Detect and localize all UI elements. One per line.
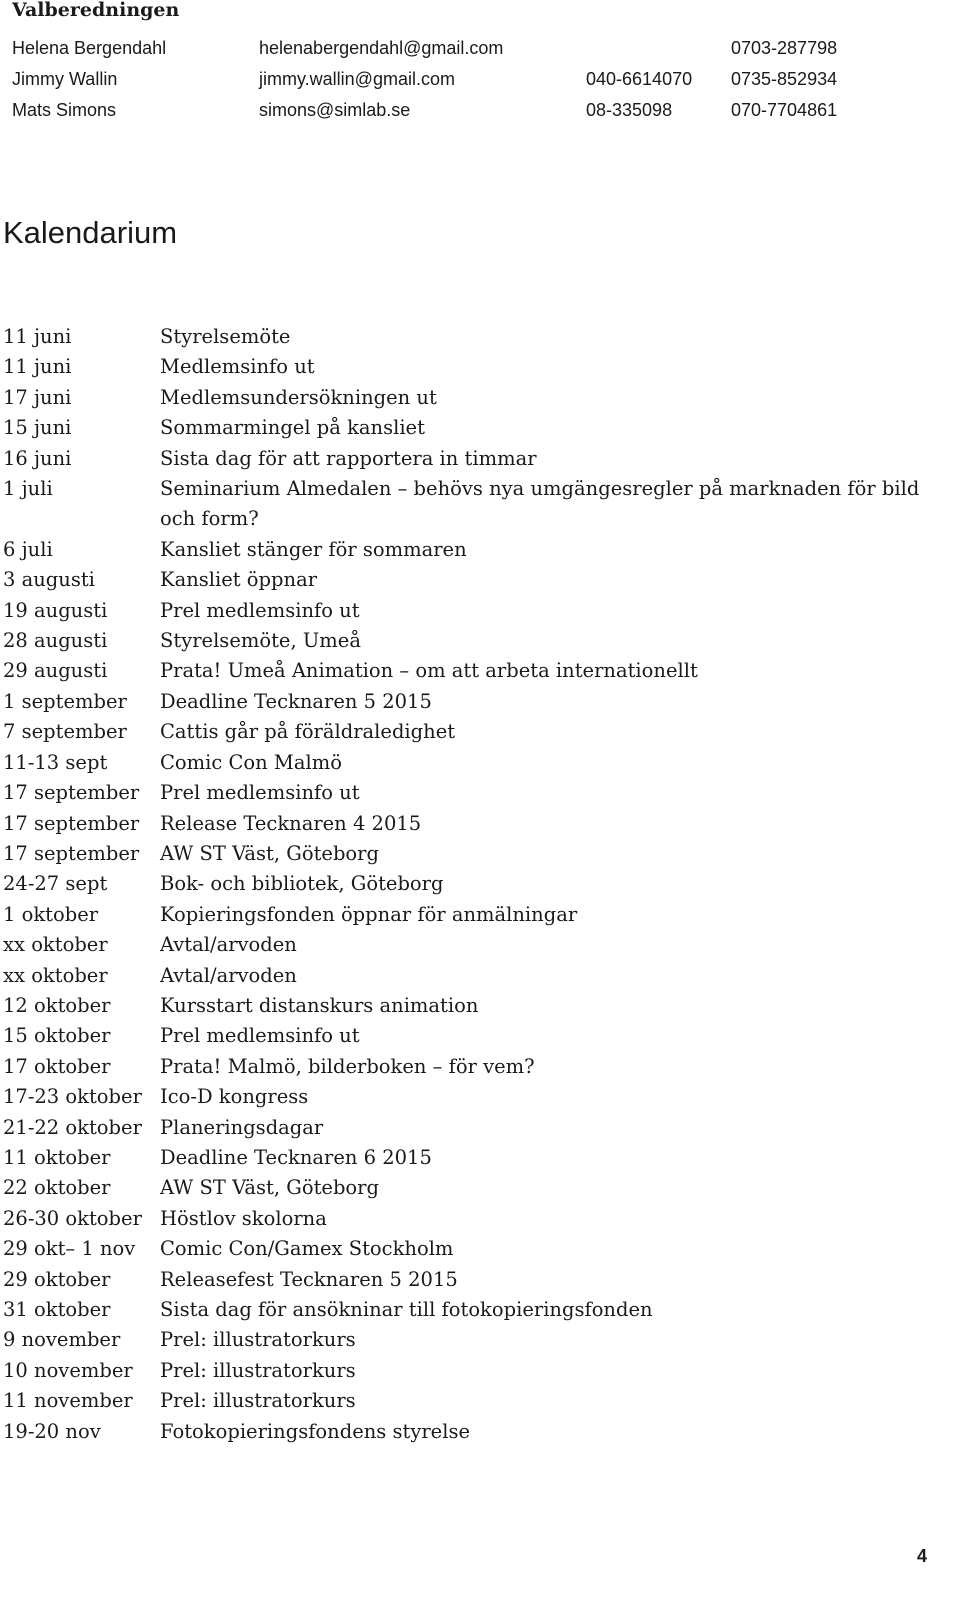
event-description: Deadline Tecknaren 5 2015	[160, 689, 432, 713]
event-description: Kansliet öppnar	[160, 568, 318, 592]
contact-row	[12, 98, 872, 129]
event-row	[3, 444, 923, 474]
event-row	[3, 1417, 923, 1447]
event-date: 22 oktober	[3, 1176, 111, 1200]
event-description: Sommarmingel på kansliet	[160, 416, 425, 440]
event-description: Bok- och bibliotek, Göteborg	[160, 872, 444, 896]
contact-name: Jimmy Wallin	[12, 69, 118, 89]
event-row	[3, 1082, 923, 1112]
event-date: 9 november	[3, 1328, 121, 1352]
event-row	[3, 1052, 923, 1082]
event-description: Prel: illustratorkurs	[160, 1358, 356, 1382]
event-date: 11 november	[3, 1389, 133, 1413]
event-description: Sista dag för att rapportera in timmar	[160, 446, 537, 470]
event-row	[3, 748, 923, 778]
event-date: 29 okt– 1 nov	[3, 1237, 136, 1261]
event-date: 1 oktober	[3, 902, 99, 926]
event-date: 6 juli	[3, 537, 53, 561]
event-row	[3, 1295, 923, 1325]
event-row	[3, 626, 923, 656]
event-description: Avtal/arvoden	[160, 933, 297, 957]
event-date: 15 juni	[3, 416, 72, 440]
event-row	[3, 1021, 923, 1051]
event-description: Medlemsinfo ut	[160, 355, 315, 379]
contact-email: simons@simlab.se	[259, 100, 411, 120]
event-description: Prel: illustratorkurs	[160, 1328, 356, 1352]
event-description: Planeringsdagar	[160, 1115, 324, 1139]
event-description: Prata! Umeå Animation – om att arbeta internationellt	[160, 659, 698, 683]
event-row	[3, 383, 923, 413]
event-description: Avtal/arvoden	[160, 963, 297, 987]
event-date: xx oktober	[3, 963, 108, 987]
contact-mobile: 0735-852934	[731, 69, 838, 89]
event-date: 29 augusti	[3, 659, 108, 683]
event-row	[3, 1204, 923, 1234]
contact-mobile: 0703-287798	[731, 38, 838, 58]
event-row	[3, 596, 923, 626]
event-row	[3, 1325, 923, 1355]
event-row	[3, 717, 923, 747]
event-row	[3, 961, 923, 991]
event-row	[3, 1143, 923, 1173]
event-date: 1 september	[3, 689, 127, 713]
event-date: 7 september	[3, 720, 127, 744]
contact-name: Helena Bergendahl	[12, 38, 167, 58]
event-date: 12 oktober	[3, 993, 111, 1017]
event-description: Prel: illustratorkurs	[160, 1389, 356, 1413]
contact-email: jimmy.wallin@gmail.com	[259, 69, 455, 89]
event-description: Medlemsundersökningen ut	[160, 385, 437, 409]
contact-phone: 08-335098	[586, 100, 673, 120]
event-date: 19 augusti	[3, 598, 108, 622]
event-description: Fotokopieringsfondens styrelse	[160, 1419, 471, 1443]
event-date: 17 oktober	[3, 1054, 111, 1078]
event-description: Comic Con/Gamex Stockholm	[160, 1237, 454, 1261]
event-description: Kursstart distanskurs animation	[160, 993, 479, 1017]
event-description: Kansliet stänger för sommaren	[160, 537, 467, 561]
event-row	[3, 1173, 923, 1203]
page-number: 4	[917, 1546, 928, 1566]
contact-name: Mats Simons	[12, 100, 117, 120]
event-description: Prata! Malmö, bilderboken – för vem?	[160, 1054, 535, 1078]
event-row	[3, 352, 923, 382]
event-date: 17 september	[3, 781, 140, 805]
event-date: 16 juni	[3, 446, 72, 470]
event-row	[3, 839, 923, 869]
event-row	[3, 687, 923, 717]
event-row	[3, 930, 923, 960]
event-date: 24-27 sept	[3, 872, 108, 896]
event-description: Cattis går på föräldraledighet	[160, 720, 456, 744]
valberedningen-heading: Valberedningen	[12, 0, 180, 21]
event-date: 17-23 oktober	[3, 1085, 142, 1109]
event-date: 11-13 sept	[3, 750, 108, 774]
event-date: 11 oktober	[3, 1145, 111, 1169]
event-description: Releasefest Tecknaren 5 2015	[160, 1267, 458, 1291]
event-description: AW ST Väst, Göteborg	[160, 841, 379, 865]
contact-list	[12, 36, 872, 129]
event-date: 19-20 nov	[3, 1419, 101, 1443]
event-date: 10 november	[3, 1358, 133, 1382]
event-description: AW ST Väst, Göteborg	[160, 1176, 379, 1200]
event-date: 29 oktober	[3, 1267, 111, 1291]
event-date: 17 juni	[3, 385, 72, 409]
event-description: Seminarium Almedalen – behövs nya umgängesregler på marknaden för bild och form?	[160, 477, 920, 531]
event-row	[3, 1356, 923, 1386]
event-row	[3, 1113, 923, 1143]
contact-row	[12, 36, 872, 67]
contact-email: helenabergendahl@gmail.com	[259, 38, 504, 58]
contact-row	[12, 67, 872, 98]
event-row	[3, 809, 923, 839]
event-date: 31 oktober	[3, 1298, 111, 1321]
event-description: Release Tecknaren 4 2015	[160, 811, 422, 835]
event-date: xx oktober	[3, 933, 108, 957]
contact-mobile: 070-7704861	[731, 100, 838, 120]
event-row	[3, 900, 923, 930]
event-description: Styrelsemöte, Umeå	[160, 629, 361, 653]
event-row	[3, 1265, 923, 1295]
event-row	[3, 474, 923, 535]
event-date: 15 oktober	[3, 1024, 111, 1048]
event-date: 17 september	[3, 841, 140, 865]
event-date: 1 juli	[3, 477, 53, 501]
event-description: Ico-D kongress	[160, 1085, 309, 1109]
event-description: Deadline Tecknaren 6 2015	[160, 1145, 432, 1169]
event-date: 11 juni	[3, 325, 72, 348]
event-row	[3, 535, 923, 565]
event-date: 3 augusti	[3, 568, 95, 592]
event-date: 17 september	[3, 811, 140, 835]
event-row	[3, 991, 923, 1021]
event-date: 21-22 oktober	[3, 1115, 142, 1139]
event-description: Prel medlemsinfo ut	[160, 598, 360, 622]
event-description: Comic Con Malmö	[160, 750, 342, 774]
event-row	[3, 1234, 923, 1264]
event-row	[3, 869, 923, 899]
event-date: 11 juni	[3, 355, 72, 379]
event-description: Höstlov skolorna	[160, 1206, 327, 1230]
event-description: Kopieringsfonden öppnar för anmälningar	[160, 902, 578, 926]
contact-phone: 040-6614070	[586, 69, 693, 89]
event-list	[3, 322, 923, 1447]
event-description: Prel medlemsinfo ut	[160, 1024, 360, 1048]
event-row	[3, 1386, 923, 1416]
event-description: Sista dag för ansökninar till fotokopieringsfonden	[160, 1298, 653, 1321]
event-row	[3, 322, 923, 352]
kalendarium-heading: Kalendarium	[3, 215, 178, 250]
event-description: Prel medlemsinfo ut	[160, 781, 360, 805]
event-row	[3, 656, 923, 686]
event-row	[3, 413, 923, 443]
event-row	[3, 778, 923, 808]
event-description: Styrelsemöte	[160, 325, 291, 348]
event-date: 26-30 oktober	[3, 1206, 142, 1230]
event-row	[3, 565, 923, 595]
event-date: 28 augusti	[3, 629, 108, 653]
